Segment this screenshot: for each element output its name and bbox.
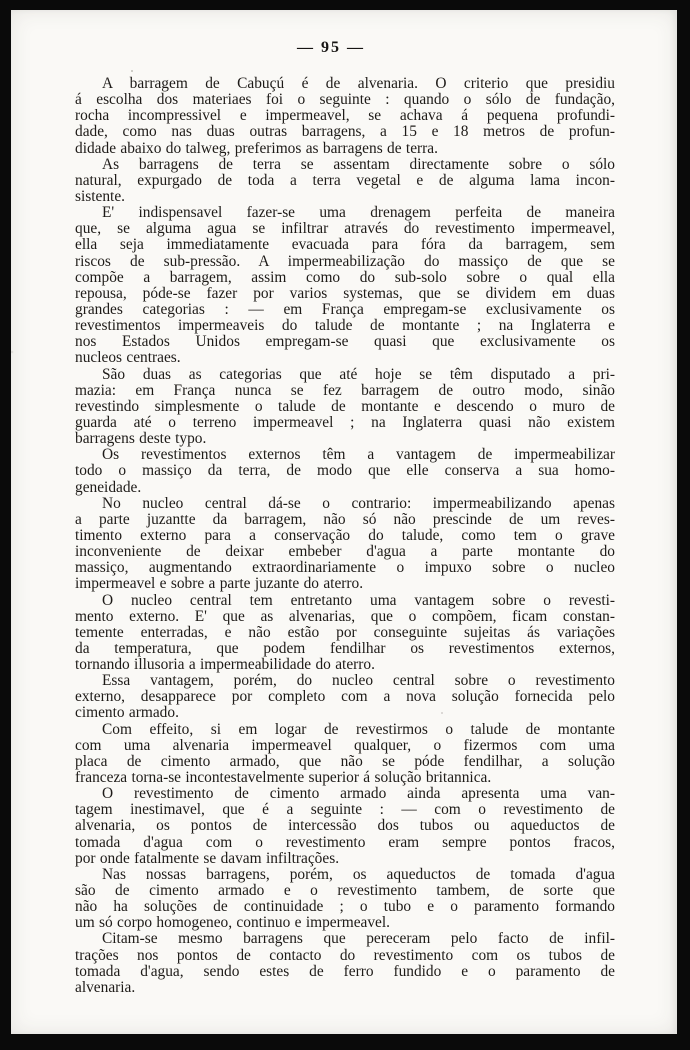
text-line: geneidade. [75,479,142,496]
text-line: que, se alguma agua se infiltrar através do revestimento impermeavel, [75,221,615,238]
paragraph [75,205,615,366]
text-line: da temperatura, que podem fendilhar os revestimentos externos, [75,640,615,657]
paragraph [75,496,615,593]
book-page [11,10,677,1034]
text-line: são de cimento armado e o revestimento tambem, de sorte que [75,883,615,900]
paragraph [75,593,615,674]
paragraph [75,786,615,867]
text-line: São duas as categorias que até hoje se têm disputado a pri- [102,366,615,383]
paragraph [75,447,615,495]
text-line: Essa vantagem, porém, do nucleo central sobre o revestimento [102,673,615,690]
text-line: Nas nossas barragens, porém, os aqueductos de tomada d'agua [102,866,615,883]
text-line: placa de cimento armado, que não se póde fendilhar, a solução [75,753,615,770]
text-line: um só corpo homogeneo, continuo e impermeavel. [75,915,391,932]
text-line: impermeavel e sobre a parte juzante do aterro. [75,576,364,593]
text-line: A barragem de Cabuçú é de alvenaria. O criterio que presidiu [102,76,615,92]
text-line: revestimentos impermeaveis do talude de montante ; na Inglaterra e [75,318,615,335]
text-line: natural, expurgado de toda a terra vegetal e de alguma lama incon- [75,172,615,189]
text-line: á escolha dos materiaes foi o seguinte : quando o sólo de fundação, [75,92,615,109]
text-line: a parte juzantte da barragem, não só não prescinde de um reves- [75,511,615,528]
text-line: nucleos centraes. [75,350,181,367]
text-line: Citam-se mesmo barragens que pereceram pelo facto de infil- [102,931,615,948]
text-line: guarda até o terreno impermeavel ; na Inglaterra quasi não existem [75,414,615,431]
text-line: E' indispensavel fazer-se uma drenagem perfeita de maneira [102,205,615,222]
text-line: com uma alvenaria impermeavel qualquer, o fizermos com uma [75,737,615,754]
text-line: didade abaixo do talweg, preferimos as barragens de terra. [75,140,438,157]
text-line: massiço, augmentando extraordinariamente o impuxo sobre o nucleo [75,560,615,577]
text-line: trações nos pontos de contacto do revestimento com os tubos de [75,947,615,964]
text-line: inconveniente de deixar embeber d'agua a parte montante do [75,544,615,561]
text-line: alvenaria, os pontos de intercessão dos tubos ou aqueductos de [75,818,615,835]
text-line: mazia: em França nunca se fez barragem de outro modo, sinão [75,382,615,399]
text-line: Os revestimentos externos têm a vantagem de impermeabilizar [102,447,615,464]
text-line: não ha soluções de continuidade ; o tubo e o paramento formando [75,899,615,916]
text-line: riscos de sub-pressão. A impermeabilização do massiço de que se [75,253,615,270]
text-body [75,76,615,996]
text-line: O nucleo central tem entretanto uma vantagem sobre o revesti- [102,592,615,609]
page-number: — 95 — [297,39,365,56]
paragraph [75,76,615,157]
text-line: externo, desapparece por completo com a nova solução fornecida pelo [75,689,615,706]
text-line: franceza torna-se incontestavelmente superior á solução britannica. [75,770,492,787]
text-line: mento externo. E' que as alvenarias, que o compõem, ficam constan- [75,608,615,625]
text-line: alvenaria. [75,979,136,996]
text-line: cimento armado. [75,705,179,722]
paragraph [75,673,615,721]
text-line: rocha incompressivel e impermeavel, se achava á pequena profundi- [75,108,615,125]
text-line: grandes categorias : — em França empregam-se exclusivamente os [75,301,615,318]
text-line: revestindo simplesmente o talude de montante e descendo o muro de [75,398,615,415]
text-line: compõe a barragem, assim como do sub-solo sobre o qual ella [75,269,615,286]
text-line: As barragens de terra se assentam directamente sobre o sólo [102,156,615,173]
text-line: tomada d'agua com o revestimento eram sempre pontos fracos, [75,834,615,851]
scan-speck [131,70,133,72]
text-line: sistente. [75,188,126,205]
text-line: O revestimento de cimento armado ainda apresenta uma van- [102,786,615,803]
paragraph [75,867,615,932]
text-line: temente enterradas, e não estão por conseguinte sujeitas ás variações [75,624,615,641]
text-line: barragens deste typo. [75,431,207,448]
text-line: timento externo para a conservação do talude, como tem o grave [75,527,615,544]
text-line: No nucleo central dá-se o contrario: impermeabilizando apenas [102,495,615,512]
paragraph [75,722,615,787]
text-line: tornando illusoria a impermeabilidade do aterro. [75,657,375,674]
text-line: ella seja immediatamente evacuada para fóra da barragem, sem [75,237,615,254]
text-line: nos Estados Unidos empregam-se quasi que exclusivamente os [75,334,615,351]
paragraph [75,157,615,205]
text-line: dade, como nas duas outras barragens, a 15 e 18 metros de profun- [75,124,615,141]
text-line: todo o massiço da terra, de modo que elle conserva a sua homo- [75,463,615,480]
text-line: Com effeito, si em logar de revestirmos o talude de montante [102,721,615,738]
text-line: tomada d'agua, sendo estes de ferro fundido e o paramento de [75,963,615,980]
paragraph [75,931,615,996]
paragraph [75,367,615,448]
text-line: tagem inestimavel, que é a seguinte : — com o revestimento de [75,802,615,819]
text-line: por onde fatalmente se davam infiltrações. [75,850,340,867]
text-line: repousa, póde-se fazer por varios systemas, que se dividem em duas [75,285,615,302]
